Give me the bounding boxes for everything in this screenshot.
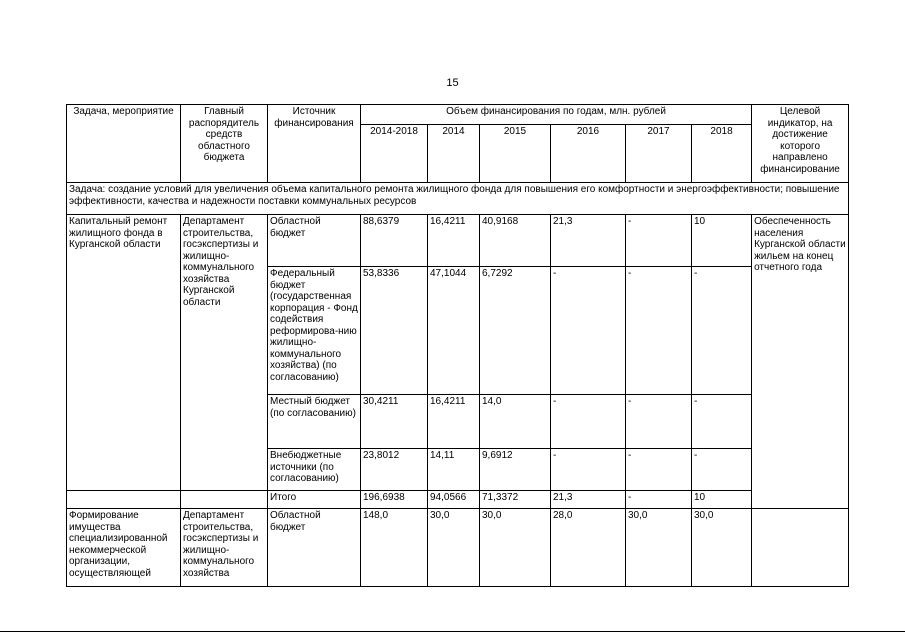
value-cell: 16,4211 bbox=[428, 395, 480, 449]
value-cell: - bbox=[551, 395, 626, 449]
total-value: 196,6938 bbox=[361, 491, 428, 509]
value-cell: 40,9168 bbox=[480, 215, 551, 267]
value-cell: 16,4211 bbox=[428, 215, 480, 267]
value-cell: 14,0 bbox=[480, 395, 551, 449]
value-cell: - bbox=[551, 267, 626, 395]
header-row bbox=[67, 105, 849, 125]
value-cell: 14,11 bbox=[428, 449, 480, 491]
budget-table bbox=[66, 104, 849, 587]
measure-name: Формирование имущества специализированной некоммерческой организации, осуществляющей bbox=[67, 509, 181, 587]
value-cell: 148,0 bbox=[361, 509, 428, 587]
empty-cell bbox=[752, 509, 849, 587]
value-cell: - bbox=[626, 449, 692, 491]
total-label: Итого bbox=[268, 491, 361, 509]
header-manager: Главный распорядитель средств областного бюджета bbox=[181, 105, 268, 183]
header-year: 2016 bbox=[551, 125, 626, 183]
value-cell: 47,1044 bbox=[428, 267, 480, 395]
header-year: 2014 bbox=[428, 125, 480, 183]
header-year: 2018 bbox=[692, 125, 752, 183]
header-year: 2014-2018 bbox=[361, 125, 428, 183]
total-row bbox=[67, 491, 849, 509]
value-cell: 30,0 bbox=[692, 509, 752, 587]
value-cell: - bbox=[626, 267, 692, 395]
measure-indicator: Обеспеченность населения Курганской области жильем на конец отчетного года bbox=[752, 215, 849, 509]
value-cell: 30,0 bbox=[428, 509, 480, 587]
source-cell: Областной бюджет bbox=[268, 215, 361, 267]
source-cell: Местный бюджет (по согласованию) bbox=[268, 395, 361, 449]
header-task: Задача, мероприятие bbox=[67, 105, 181, 183]
value-cell: 28,0 bbox=[551, 509, 626, 587]
value-cell: 21,3 bbox=[551, 215, 626, 267]
total-value: 71,3372 bbox=[480, 491, 551, 509]
value-cell: 53,8336 bbox=[361, 267, 428, 395]
source-cell: Областной бюджет bbox=[268, 509, 361, 587]
value-cell: 9,6912 bbox=[480, 449, 551, 491]
value-cell: 30,0 bbox=[480, 509, 551, 587]
page-bottom-rule bbox=[0, 631, 905, 632]
total-value: 21,3 bbox=[551, 491, 626, 509]
value-cell: - bbox=[692, 267, 752, 395]
value-cell: - bbox=[692, 395, 752, 449]
measure-manager: Департамент строительства, госэкспертизы и жилищно-коммунального хозяйства Курганской области bbox=[181, 215, 268, 491]
header-year: 2015 bbox=[480, 125, 551, 183]
total-value: 94,0566 bbox=[428, 491, 480, 509]
header-volume: Объем финансирования по годам, млн. рублей bbox=[361, 105, 752, 125]
value-cell: - bbox=[551, 449, 626, 491]
value-cell: 6,7292 bbox=[480, 267, 551, 395]
value-cell: 23,8012 bbox=[361, 449, 428, 491]
header-source: Источник финансирования bbox=[268, 105, 361, 183]
task-row bbox=[67, 183, 849, 215]
table-row bbox=[67, 509, 849, 587]
source-cell: Внебюджетные источники (по согласованию) bbox=[268, 449, 361, 491]
value-cell: - bbox=[692, 449, 752, 491]
source-cell: Федеральный бюджет (государственная корпорация - Фонд содействия реформирова-нию жилищно-коммунального хозяйства) (по согласованию) bbox=[268, 267, 361, 395]
total-value: - bbox=[626, 491, 692, 509]
empty-cell bbox=[181, 491, 268, 509]
value-cell: 88,6379 bbox=[361, 215, 428, 267]
header-indicator: Целевой индикатор, на достижение которого направлено финансирование bbox=[752, 105, 849, 183]
value-cell: - bbox=[626, 395, 692, 449]
task-description: Задача: создание условий для увеличения объема капитального ремонта жилищного фонда для повышения его комфортности и энергоэффективности; повышение эффективности, качества и надежности поставки коммунальных ресурсов bbox=[67, 183, 849, 215]
total-value: 10 bbox=[692, 491, 752, 509]
value-cell: - bbox=[626, 215, 692, 267]
table-row bbox=[67, 215, 849, 267]
empty-cell bbox=[67, 491, 181, 509]
measure-name: Капитальный ремонт жилищного фонда в Курганской области bbox=[67, 215, 181, 491]
value-cell: 30,0 bbox=[626, 509, 692, 587]
header-year: 2017 bbox=[626, 125, 692, 183]
page-number: 15 bbox=[446, 77, 459, 89]
value-cell: 30,4211 bbox=[361, 395, 428, 449]
measure-manager: Департамент строительства, госэкспертизы и жилищно-коммунального хозяйства bbox=[181, 509, 268, 587]
value-cell: 10 bbox=[692, 215, 752, 267]
